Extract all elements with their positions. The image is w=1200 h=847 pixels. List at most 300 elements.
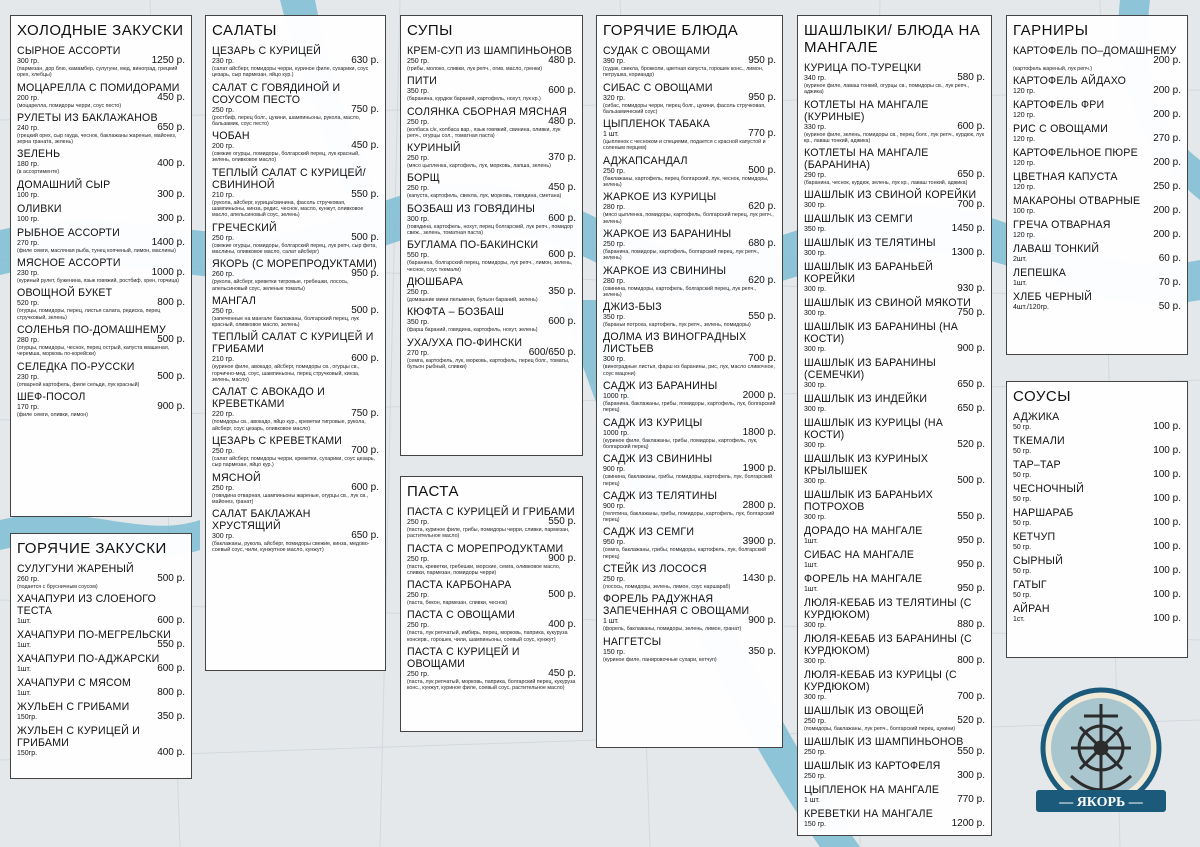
dish-price: 1430 р. [742, 573, 776, 585]
dish-name: САДЖ ИЗ СЕМГИ [603, 526, 695, 539]
menu-item [212, 472, 379, 506]
dish-meta [804, 309, 985, 318]
dish-name: ШАШЛЫК ИЗ ИНДЕЙКИ [804, 393, 928, 406]
dish-description: (баранина, баклажаны, грибы, помидоры, картофель, лук, болгарский перец) [603, 401, 776, 414]
dish-price: 600 р. [548, 212, 576, 224]
section-title: ХОЛОДНЫЕ ЗАКУСКИ [17, 22, 184, 39]
dish-price: 770 р. [957, 793, 985, 805]
dish-weight: 300 гр. [804, 202, 827, 210]
dish-name: ШАШЛЫК ИЗ БАРАНИНЫ (НА КОСТИ) [804, 321, 958, 346]
dish-name: КЕТЧУП [1013, 531, 1056, 543]
dish-name: КАРТОФЕЛЬ ФРИ [1013, 99, 1105, 112]
dish-weight: 150гр. [17, 714, 38, 722]
dish-price: 700 р. [748, 353, 776, 365]
menu-item [603, 636, 776, 663]
dish-description: (рукола, айсберг, курица/свинина, фасоль стручковая, шампиньоны, кинза, редис, чеснок, масло, кунжут, оливковое масло, апельсиновый соус, зелень) [212, 199, 364, 219]
menu-item [407, 45, 576, 72]
menu-list [407, 45, 576, 370]
dish-price: 800 р. [157, 297, 185, 309]
brand-name: — ЯКОРЬ — [1059, 795, 1143, 810]
dish-name: ШЕФ-ПОСОЛ [17, 390, 86, 403]
menu-item [407, 203, 576, 237]
dish-weight: 1 шт. [603, 131, 619, 139]
menu-item [603, 380, 776, 414]
dish-weight: 1шт. [17, 618, 31, 626]
dish-description: (салат айсберг, помидоры черри, креветки, сухарики, соус цезарь, сыр пармезан, яйцо кур.) [212, 455, 375, 469]
dish-meta [17, 121, 185, 133]
menu-item [804, 525, 985, 546]
dish-meta [17, 333, 185, 345]
dish-name: КРЕМ-СУП ИЗ ШАМПИНЬОНОВ [407, 45, 573, 57]
dish-description: (отварной картофель, филе сельди, лук красный) [17, 381, 140, 388]
menu-item [1013, 147, 1181, 168]
dish-name: КЮФТА – БОЗБАШ [407, 306, 505, 319]
dish-meta [1013, 591, 1181, 600]
dish-weight: 1ст. [1013, 616, 1025, 623]
dish-meta [804, 561, 985, 570]
dish-name: ЛЮЛЯ-КЕБАБ ИЗ ТЕЛЯТИНЫ (С КУРДЮКОМ) [804, 597, 972, 622]
menu-item [804, 297, 985, 318]
dish-meta [212, 532, 379, 541]
dish-price: 580 р. [957, 72, 985, 83]
dish-price: 950 р. [957, 559, 985, 571]
dish-weight: 950 гр. [603, 539, 626, 547]
dish-name: ХЛЕБ ЧЕРНЫЙ [1013, 291, 1093, 304]
dish-price: 700 р. [351, 444, 379, 456]
dish-description: (сибас, помидоры черри, перец болг., цукини, фасоль стручковая, бальзамический соус) [603, 102, 766, 115]
dish-meta [603, 91, 776, 103]
menu-list [804, 62, 985, 829]
dish-description: (грецкий орех, сыр гауда, чеснок, баклажаны жареные, майонез, зерна граната, зелень) [17, 132, 177, 146]
menu-item [804, 453, 985, 486]
dish-weight: 1шт. [804, 562, 818, 570]
dish-name: СЕЛЕДКА ПО-РУССКИ [17, 360, 135, 373]
dish-weight: 230 гр. [17, 270, 40, 278]
dish-name: ПАСТА КАРБОНАРА [407, 579, 512, 592]
dish-meta [1013, 135, 1181, 144]
dish-price: 900 р. [957, 343, 985, 355]
dish-name: ЛЮЛЯ-КЕБАБ ИЗ КУРИЦЫ (С КУРДЮКОМ) [804, 669, 957, 694]
dish-name: ТЕПЛЫЙ САЛАТ С КУРИЦЕЙ И ГРИБАМИ [212, 331, 374, 356]
dish-description: (филе семги, масляная рыба, тунец копченый, лимон, маслины) [17, 247, 176, 254]
dish-meta [17, 400, 185, 412]
dish-name: ШАШЛЫК ИЗ КУРИЦЫ (НА КОСТИ) [804, 417, 943, 442]
dish-price: 950 р. [748, 91, 776, 103]
menu-item [17, 629, 185, 650]
section-salads [205, 15, 386, 671]
menu-item [1013, 603, 1181, 624]
dish-price: 600 р. [548, 316, 576, 328]
dish-description: (баранина, курдюк бараний, картофель, нохут, лук кр.) [407, 96, 541, 103]
dish-weight: 120 гр. [1013, 112, 1036, 120]
dish-description: (паста, лук репчатый, имбирь, перец, морковь, паприка, кукуруза консерв., горошек, чили, шампиньоны, соевый соус, кунжут) [407, 630, 568, 643]
dish-price: 200 р. [1153, 85, 1181, 97]
dish-weight: 260 гр. [212, 271, 235, 279]
dish-name: ПАСТА С КУРИЦЕЙ И ГРИБАМИ [407, 506, 575, 518]
dish-meta [804, 285, 985, 294]
menu-item [407, 142, 576, 169]
dish-description: (подается с брусничным соусом) [17, 584, 98, 590]
dish-weight: 300 гр. [804, 478, 827, 486]
dish-weight: 150 гр. [603, 648, 626, 656]
dish-price: 680 р. [748, 237, 776, 249]
menu-item [17, 148, 185, 175]
menu-item [17, 593, 185, 626]
dish-name: ЖАРКОЕ ИЗ БАРАНИНЫ [603, 227, 732, 240]
dish-description: (помидоры св., авокадо, яйцо кур., креветки тигровые, рукола, айсберг, соус цезарь, оливковое масло) [212, 419, 366, 432]
dish-description: (куриный рулет, буженина, язык говяжий, ростбиф, хрен, горчица) [17, 278, 180, 285]
dish-meta [603, 237, 776, 249]
section-soups [400, 15, 583, 456]
dish-price: 520 р. [957, 439, 985, 451]
dish-meta [804, 120, 985, 132]
menu-item [603, 45, 776, 79]
dish-price: 100 р. [1153, 493, 1181, 504]
dish-price: 800 р. [957, 655, 985, 667]
dish-name: ЖУЛЬЕН С КУРИЦЕЙ И ГРИБАМИ [17, 725, 140, 750]
menu-list [407, 506, 576, 692]
dish-price: 480 р. [548, 115, 576, 127]
menu-item [1013, 195, 1181, 216]
dish-meta [407, 154, 576, 163]
dish-price: 200 р. [1153, 109, 1181, 121]
dish-description: (семга, картофель, лук, морковь, картофель, перец болг., томаты, бульон рыбный, сливки) [407, 357, 570, 370]
dish-weight: 350 гр. [603, 314, 626, 322]
dish-price: 600 р. [548, 85, 576, 97]
dish-name: ХАЧАПУРИ С МЯСОМ [17, 677, 132, 690]
dish-price: 370 р. [548, 152, 576, 164]
menu-item [603, 228, 776, 262]
dish-meta [1013, 543, 1181, 552]
dish-name: САЛАТ С ГОВЯДИНОЙ И СОУСОМ ПЕСТО [212, 81, 341, 106]
dish-weight: 250 гр. [407, 519, 430, 526]
dish-weight: 230 гр. [212, 58, 235, 65]
dish-name: ДОМАШНИЙ СЫР [17, 178, 111, 191]
dish-weight: 200 гр. [17, 94, 40, 102]
dish-meta [804, 621, 985, 630]
dish-name: СИБАС С ОВОЩАМИ [603, 81, 713, 94]
dish-price: 650 р. [957, 379, 985, 391]
dish-weight: 300 гр. [804, 442, 827, 450]
menu-item [1013, 171, 1181, 192]
menu-item [212, 222, 379, 256]
dish-description: (огурцы, помидоры, перец, листья салата, редиска, перец стручковый, зелень) [17, 308, 161, 321]
dish-name: ШАШЛЫК ИЗ БАРАНИНЫ (СЕМЕЧКИ) [804, 357, 936, 382]
dish-meta [17, 160, 185, 169]
dish-description: (колбаса с/к, колбаса вар., язык говяжий, свинина, оливки, лук репч., огурцы сол., томатная паста) [407, 126, 561, 139]
dish-weight: 300 гр. [212, 533, 235, 541]
dish-name: ШАШЛЫК ИЗ КАРТОФЕЛЯ [804, 759, 941, 772]
dish-name: ДЖИЗ-БЫЗ [603, 301, 662, 314]
dish-meta [804, 537, 985, 546]
dish-description: (фарш бараний, говядина, картофель, нохут, зелень) [407, 327, 538, 334]
dish-weight: 210 гр. [212, 191, 235, 199]
section-title: СОУСЫ [1013, 388, 1071, 405]
dish-price: 550 р. [157, 639, 185, 651]
dish-name: СОЛЯНКА СБОРНАЯ МЯСНАЯ [407, 105, 567, 118]
menu-item [17, 82, 185, 109]
dish-price: 650 р. [157, 121, 185, 133]
dish-weight: 120 гр. [1013, 136, 1036, 144]
dish-name: СУДАК С ОВОЩАМИ [603, 45, 711, 57]
dish-price: 350 р. [548, 285, 576, 297]
dish-name: БУГЛАМА ПО-БАКИНСКИ [407, 239, 539, 252]
dish-meta [804, 585, 985, 594]
dish-weight: 300 гр. [17, 58, 40, 65]
menu-item [804, 357, 985, 390]
menu-item [603, 453, 776, 487]
dish-price: 750 р. [351, 408, 379, 420]
dish-weight: 250 гр. [407, 118, 430, 126]
dish-weight: 300 гр. [804, 694, 827, 702]
dish-price: 600 р. [548, 249, 576, 261]
dish-meta [804, 345, 985, 354]
dish-price: 100 р. [1153, 589, 1181, 600]
dish-price: 1900 р. [742, 463, 776, 475]
dish-description: (говядина, картофель, нохут, перец болгарский, лук репч., помидор свеж., зелень, томатная паста) [407, 223, 573, 237]
dish-price: 450 р. [548, 182, 576, 194]
menu-item [1013, 123, 1181, 144]
dish-price: 880 р. [957, 619, 985, 631]
menu-item [17, 324, 185, 358]
dish-name: САЛАТ С АВОКАДО И КРЕВЕТКАМИ [212, 386, 325, 411]
menu-item [212, 435, 379, 469]
dish-name: КОТЛЕТЫ НА МАНГАЛЕ (БАРАНИНА) [804, 147, 929, 172]
dish-weight: 250 гр. [603, 576, 626, 584]
dish-name: ОВОЩНОЙ БУКЕТ [17, 287, 113, 300]
section-title: ПАСТА [407, 483, 459, 500]
dish-meta [804, 745, 985, 757]
section-pasta [400, 476, 583, 732]
dish-description: (судак, свекла, брокколи, цветная капуста, горошек конс., лимон, петрушка, кориандр) [603, 66, 764, 79]
dish-name: ДОЛМА ИЗ ВИНОГРАДНЫХ ЛИСТЬЕВ [603, 331, 747, 356]
dish-meta [407, 591, 576, 600]
dish-name: АДЖАПСАНДАЛ [603, 154, 688, 167]
dish-weight: 300 гр. [804, 346, 827, 354]
dish-description: (баранина, чеснок, курдюк, зелень, лук кр., лаваш тонкий, аджика) [804, 180, 968, 187]
dish-weight: 300 гр. [603, 356, 626, 364]
dish-weight: 250 гр. [407, 671, 430, 679]
dish-meta [1013, 231, 1181, 240]
dish-weight: 250 гр. [212, 106, 235, 114]
dish-meta [603, 645, 776, 657]
dish-price: 500 р. [157, 573, 185, 584]
dish-meta [407, 552, 576, 564]
dish-name: ШАШЛЫК ИЗ КУРИНЫХ КРЫЛЫШЕК [804, 453, 929, 478]
dish-weight: 550 гр. [407, 252, 430, 260]
dish-price: 950 р. [351, 268, 379, 280]
dish-name: РУЛЕТЫ ИЗ БАКЛАЖАНОВ [17, 111, 158, 124]
dish-weight: 220 гр. [212, 411, 235, 419]
dish-name: САЛАТ БАКЛАЖАН ХРУСТЯЩИЙ [212, 508, 311, 533]
dish-weight: 2шт. [1013, 256, 1027, 264]
dish-meta [17, 212, 185, 224]
dish-price: 650 р. [351, 530, 379, 542]
dish-price: 450 р. [157, 91, 185, 103]
dish-name: ЖАРКОЕ ИЗ КУРИЦЫ [603, 191, 717, 204]
dish-name: ДЮШБАРА [407, 275, 464, 288]
dish-meta [804, 793, 985, 805]
menu-item [804, 736, 985, 757]
menu-item [407, 239, 576, 273]
menu-item [212, 82, 379, 128]
dish-weight: 1шт. [17, 690, 31, 698]
dish-description: (ростбиф, перец болг., цукини, шампиньоны, рукола, масло, бальзамик, соус песто) [212, 114, 361, 127]
menu-item [407, 276, 576, 303]
dish-price: 350 р. [157, 711, 185, 723]
dish-weight: 120 гр. [1013, 88, 1036, 96]
menu-item [407, 306, 576, 333]
dish-weight: 50 гр. [1013, 472, 1032, 479]
menu-item [1013, 507, 1181, 528]
menu-item [1013, 219, 1181, 240]
dish-name: УХА/УХА ПО-ФИНСКИ [407, 336, 523, 349]
menu-item [603, 118, 776, 152]
dish-price: 100 р. [1153, 541, 1181, 552]
dish-description: (куриное филе, авокадо, айсберг, помидоры св., огурцы св., горчично-мед. соус, шампиньоны, перец стручковый, кинза, зелень, масло) [212, 364, 360, 384]
dish-name: ЦЫПЛЕНОК НА МАНГАЛЕ [804, 783, 940, 796]
dish-description: (помидоры, баклажаны, лук репч., болгарский перец, цукини) [804, 726, 956, 733]
dish-name: САДЖ ИЗ СВИНИНЫ [603, 453, 713, 466]
dish-price: 500 р. [957, 475, 985, 487]
dish-meta [1013, 447, 1181, 456]
dish-name: СЫРНЫЙ [1013, 555, 1063, 567]
dish-weight: 50 гр. [1013, 448, 1032, 455]
dish-price: 950 р. [748, 55, 776, 66]
menu-item [603, 563, 776, 590]
menu-item [212, 167, 379, 219]
dish-weight: 50 гр. [1013, 568, 1032, 575]
dish-description: (мясо цыпленка, картофель, лук, морковь, лапша, зелень) [407, 163, 551, 170]
dish-meta [17, 713, 185, 722]
dish-price: 100 р. [1153, 445, 1181, 456]
dish-name: БОЗБАШ ИЗ ГОВЯДИНЫ [407, 202, 536, 215]
dish-name: ШАШЛЫК ИЗ ТЕЛЯТИНЫ [804, 237, 936, 250]
dish-meta [1013, 183, 1181, 192]
dish-price: 900 р. [157, 400, 185, 412]
menu-item [804, 237, 985, 258]
dish-description: (огурцы, помидоры, чеснок, перец острый, капуста квашеная, черемша, морковь по-корейски) [17, 344, 170, 358]
dish-price: 270 р. [1153, 133, 1181, 145]
dish-weight: 250 гр. [407, 185, 430, 193]
dish-name: КУРИНЫЙ [407, 142, 461, 155]
dish-description: (мясо цыпленка, помидоры, картофель, болгарский перец, лук репч., зелень) [603, 212, 774, 225]
menu-item [804, 321, 985, 354]
dish-meta [804, 405, 985, 414]
dish-price: 500 р. [351, 304, 379, 316]
dish-weight: 1000 гр. [603, 393, 629, 401]
dish-name: СОЛЕНЬЯ ПО-ДОМАШНЕМУ [17, 323, 166, 336]
menu-item [603, 331, 776, 377]
dish-weight: 300 гр. [804, 250, 827, 258]
menu-item [17, 179, 185, 200]
dish-description: (баклажаны, картофель, перец болгарский, лук, чеснок, помидоры, зелень) [603, 175, 769, 189]
dish-name: КРЕВЕТКИ НА МАНГАЛЕ [804, 807, 933, 820]
menu-item [603, 417, 776, 451]
menu-item [1013, 483, 1181, 504]
dish-weight: 250 гр. [804, 772, 827, 780]
dish-price: 550 р. [548, 516, 576, 527]
menu-item [1013, 435, 1181, 456]
dish-weight: 390 гр. [603, 58, 626, 65]
dish-price: 50 р. [1158, 301, 1181, 313]
dish-name: МЯСНОЙ [212, 471, 261, 484]
dish-price: 900 р. [548, 552, 576, 564]
dish-weight: 1шт. [17, 642, 31, 650]
dish-price: 60 р. [1158, 253, 1181, 265]
dish-name: КАРТОФЕЛЬ АЙДАХО [1013, 75, 1127, 88]
dish-meta [603, 465, 776, 474]
dish-name: АЙРАН [1013, 603, 1050, 615]
dish-name: ЖАРКОЕ ИЗ СВИНИНЫ [603, 264, 727, 277]
dish-name: ДОРАДО НА МАНГАЛЕ [804, 525, 923, 538]
dish-weight: 300 гр. [804, 382, 827, 390]
dish-price: 200 р. [1153, 229, 1181, 241]
dish-meta [212, 444, 379, 456]
dish-meta [1013, 615, 1181, 624]
dish-price: 200 р. [1153, 205, 1181, 217]
dish-description: (куриное филе, панировочные сухари, кетчуп) [603, 656, 717, 663]
menu-item [17, 701, 185, 722]
menu-item [804, 705, 985, 732]
menu-item [804, 393, 985, 414]
dish-meta [1013, 255, 1181, 264]
dish-price: 300 р. [957, 769, 985, 781]
dish-meta [603, 57, 776, 66]
menu-item [17, 677, 185, 698]
dish-description: (лосось, помидоры, зелень, лимон, соус наршараб) [603, 584, 731, 591]
dish-price: 100 р. [1153, 613, 1181, 624]
dish-meta [603, 130, 776, 139]
dish-weight: 250 гр. [603, 167, 626, 175]
dish-meta [804, 441, 985, 450]
dish-price: 750 р. [957, 307, 985, 319]
menu-item [804, 62, 985, 96]
menu-item [212, 258, 379, 292]
menu-item [212, 45, 379, 79]
dish-price: 200 р. [1153, 157, 1181, 169]
dish-weight: 250 гр. [603, 240, 626, 248]
dish-name: БОРЩ [407, 172, 440, 185]
dish-weight: 150 гр. [804, 820, 827, 828]
dish-meta [1013, 57, 1181, 66]
dish-name: ПАСТА С ОВОЩАМИ [407, 609, 516, 622]
dish-description: (салат айсберг, помидоры черри, куриное филе, сухарики, соус цезарь, сыр пармезан, яйцо кур.) [212, 66, 369, 79]
menu-item [1013, 579, 1181, 600]
dish-weight: 250 гр. [212, 307, 235, 315]
menu-item [1013, 291, 1181, 312]
menu-item [603, 191, 776, 225]
dish-price: 950 р. [957, 583, 985, 595]
dish-weight: 250 гр. [212, 234, 235, 242]
dish-weight: 280 гр. [17, 336, 40, 344]
dish-meta [407, 318, 576, 327]
dish-weight: 250 гр. [804, 718, 827, 726]
dish-meta [1013, 87, 1181, 96]
dish-description: (паста, лук репчатый, морковь, паприка, болгарский перец, кукуруза конс., кунжут, куриное филе, соевый соус, растительное масло) [407, 679, 576, 692]
dish-description: (запеченные на мангале баклажаны, болгарский перец, лук красный, оливковое масло, зелень) [212, 315, 359, 329]
dish-weight: 100 гр. [1013, 208, 1036, 216]
dish-name: МЯСНОЕ АССОРТИ [17, 257, 121, 270]
dish-price: 100 р. [1153, 517, 1181, 528]
dish-weight: 300 гр. [804, 622, 827, 630]
dish-description: (филе семги, оливки, лимон) [17, 411, 88, 418]
dish-weight: 50 гр. [1013, 424, 1032, 431]
dish-weight: 340 гр. [804, 75, 827, 82]
menu-item [17, 287, 185, 321]
dish-name: ШАШЛЫК ИЗ ШАМПИНЬОНОВ [804, 735, 964, 748]
dish-meta [804, 201, 985, 210]
